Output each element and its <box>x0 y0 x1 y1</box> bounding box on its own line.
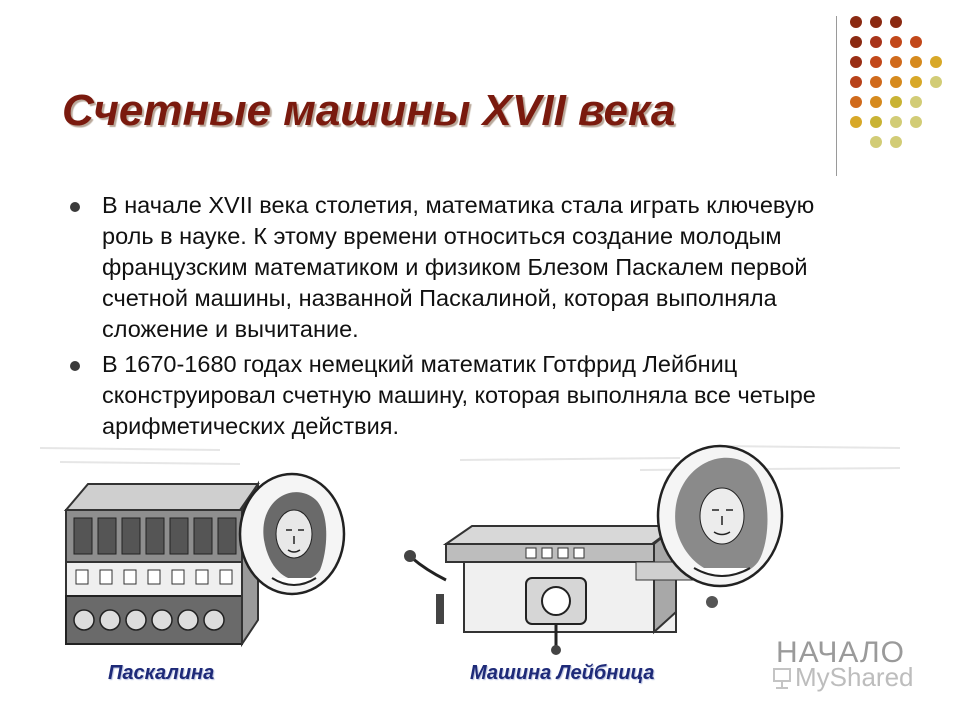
bullet-item <box>70 190 860 345</box>
caption-leibniz-machine: Машина Лейбница <box>470 662 655 684</box>
bullet-dot-icon <box>70 361 80 371</box>
decorative-dots <box>842 14 942 154</box>
slide-title: Счетные машины XVII века <box>62 86 676 135</box>
leibniz-machine-illustration <box>376 444 806 656</box>
watermark-text: MyShared <box>795 662 914 692</box>
bullet-dot-icon <box>70 202 80 212</box>
bullet-list <box>70 190 860 446</box>
watermark <box>772 662 914 693</box>
caption-pascaline: Паскалина <box>108 662 215 684</box>
bullet-item <box>70 349 860 442</box>
bullet-text: В 1670-1680 годах немецкий математик Готфрид Лейбниц сконструировал счетную машину, которая выполняла все четыре арифметических действия. <box>102 351 816 439</box>
presentation-icon <box>772 667 792 689</box>
title-divider <box>836 16 837 176</box>
start-link-button[interactable]: НАЧАЛО <box>776 636 906 669</box>
bullet-text: В начале XVII века столетия, математика стала играть ключевую роль в науке. К этому времени относиться создание молодым французским математиком и физиком Блезом Паскалем первой счетной машины, названной Паскалиной, которая выполняла сложение и вычитание. <box>102 192 815 342</box>
pascaline-illustration <box>58 470 348 660</box>
